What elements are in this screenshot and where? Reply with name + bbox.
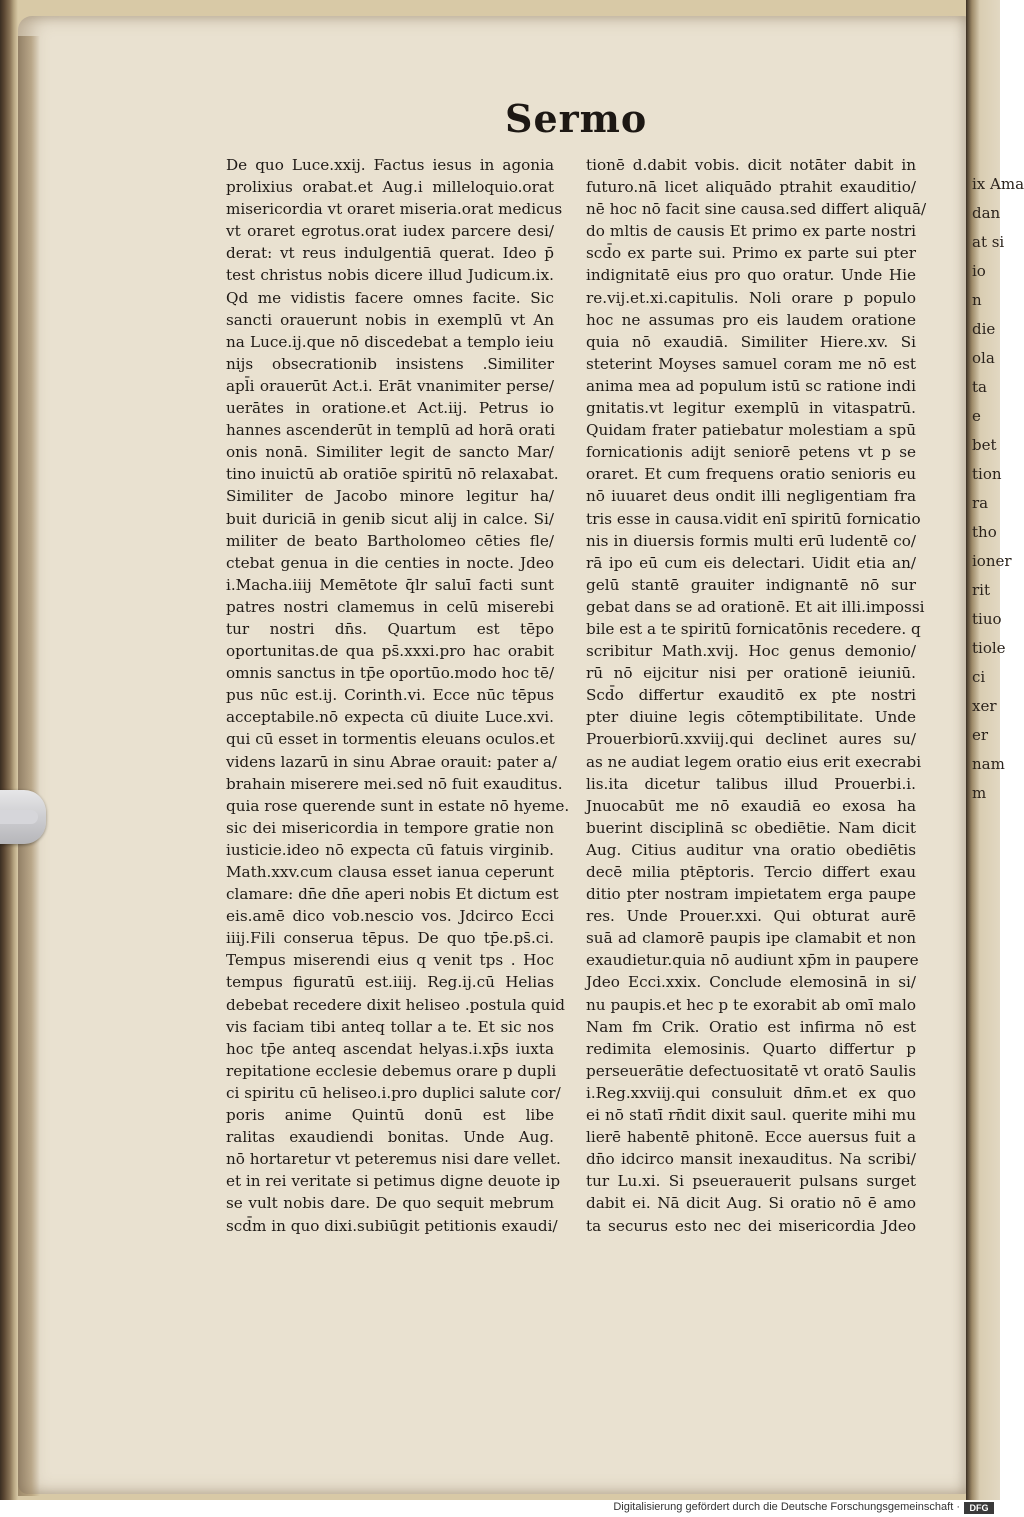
facing-page-fragment: nam — [972, 755, 1005, 773]
text-line: nō iuuaret deus ondit illi negligentiam fra — [586, 487, 916, 506]
page-gutter-shadow — [18, 36, 40, 1496]
text-line: do mltis de causis Et primo ex parte nostri — [586, 222, 916, 241]
text-line: nijs obsecrationib insistens .Similiter — [226, 354, 554, 373]
text-line: ctebat genua in die centies in nocte. Jdeo — [226, 553, 554, 572]
text-line: redimita elemosinis. Quarto differtur p — [586, 1039, 916, 1058]
right-text-column — [586, 154, 927, 1237]
text-line: debebat recedere dixit heliseo .postula quid — [226, 995, 566, 1014]
facing-page-fragment: ra — [972, 494, 989, 512]
text-line: et in rei veritate si petimus digne deuote ip — [226, 1172, 561, 1191]
text-line: brahain miserere mei.sed nō fuit exauditus. — [226, 774, 563, 793]
facing-page-fragment: ix Ama — [972, 175, 1024, 193]
text-line: patres nostri clamemus in celū miserebi — [226, 597, 554, 616]
text-line: steterint Moyses samuel coram me nō est — [586, 354, 916, 373]
text-line: gelū stantē grauiter indignantē nō sur — [586, 575, 916, 594]
text-line: perseuerātie defectuositatē vt oratō Saulis — [586, 1061, 916, 1080]
text-line: dn̄o idcirco mansit inexauditus. Na scribi/ — [586, 1150, 916, 1169]
text-line: iusticie.ideo nō expecta cū fatuis virginib. — [226, 840, 554, 859]
text-line: oraret. Et cum frequens oratio senioris eu — [586, 465, 916, 484]
text-line: quia nō exaudiā. Similiter Hiere.xv. Si — [586, 332, 916, 351]
facing-page-fragment: ola — [972, 349, 995, 367]
text-line: tempus figuratū est.iiij. Reg.ij.cū Helias — [226, 973, 554, 992]
text-line: ditio pter nostram impietatem erga paupe — [586, 885, 916, 904]
dfg-logo: DFG — [964, 1502, 994, 1514]
text-line: Similiter de Jacobo minore legitur ha/ — [226, 487, 554, 506]
text-line: futuro.nā licet aliquādo ptrahit exauditio/ — [586, 178, 916, 197]
facing-page-fragment: die — [972, 320, 996, 338]
text-line: eis.amē dico vob.nescio vos. Jdcirco Ecci — [226, 907, 554, 926]
footer-credit: Digitalisierung gefördert durch die Deutsche Forschungsgemeinschaft · — [613, 1501, 960, 1513]
facing-page-fragment: rit — [972, 581, 990, 599]
text-line: pus nūc est.ij. Corinth.vi. Ecce nūc tēpus — [226, 686, 554, 705]
text-line: lierē habentē phitonē. Ecce auersus fuit a — [586, 1128, 916, 1147]
text-line: Nam fm Crik. Oratio est infirma nō est — [586, 1017, 916, 1036]
text-line: De quo Luce.xxij. Factus iesus in agonia — [226, 156, 554, 174]
page-heading: Sermo — [505, 96, 648, 141]
facing-page-fragment: ci — [972, 668, 986, 686]
text-line: rū nō eijcitur nisi per orationē ieiuniū. — [586, 664, 916, 683]
text-line: quia rose querende sunt in estate nō hyeme. — [226, 796, 570, 815]
facing-page-fragment: er — [972, 726, 989, 744]
text-line: Jdeo Ecci.xxix. Conclude elemosinā in si/ — [586, 973, 916, 992]
text-line: Prouerbiorū.xxviij.qui declinet aures su/ — [586, 730, 916, 749]
text-line: gebat dans se ad orationē. Et ait illi.impossi — [586, 597, 925, 616]
text-line: acceptabile.nō expecta cū diuite Luce.xvi. — [226, 708, 554, 727]
text-line: hoc tp̄e anteq ascendat helyas.i.xp̄s iuxta — [226, 1039, 554, 1058]
text-line: Tempus miserendi eius q venit tps . Hoc — [226, 951, 554, 970]
text-line: nis in diuersis formis multi erū ludentē co/ — [586, 531, 916, 550]
facing-page-fragment: io — [972, 262, 986, 280]
text-line: vt oraret egrotus.orat iudex parcere desi/ — [226, 222, 554, 241]
text-line: rā ipo eū cum eis delectari. Uidit etia an/ — [586, 553, 916, 572]
facing-page-fragment: n — [972, 291, 982, 309]
text-line: Qd me vidistis facere omnes facite. Sic — [226, 288, 554, 307]
text-line: repitatione ecclesie debemus orare p dupli — [226, 1061, 557, 1080]
text-line: Math.xxv.cum clausa esset ianua ceperunt — [226, 863, 554, 881]
text-line: scribitur Math.xvij. Hoc genus demonio/ — [586, 642, 916, 661]
facing-page-fragment: xer — [972, 697, 997, 715]
text-line: sic dei misericordia in tempore gratie non — [226, 818, 554, 837]
text-line: vis faciam tibi anteq tollar a te. Et sic nos — [226, 1017, 554, 1036]
text-line: nu paupis.et hec p te exorabit ab omī malo — [586, 995, 916, 1014]
facing-page-fragment: dan — [972, 204, 1001, 222]
text-line: poris anime Quintū donū est libe — [226, 1106, 554, 1125]
text-line: videns lazarū in sinu Abrae orauit: pater a/ — [226, 752, 557, 771]
facing-page-text-fragments — [972, 170, 1024, 808]
text-line: i.Macha.iiij Memētote q̄lr saluī facti sunt — [226, 575, 554, 594]
text-line: militer de beato Bartholomeo cēties fle/ — [226, 531, 554, 550]
text-line: indignitatē eius pro quo oratur. Unde Hie — [586, 266, 916, 285]
text-line: exaudietur.quia nō audiunt xp̄m in paupere — [586, 951, 919, 970]
facing-page-fragment: m — [972, 784, 987, 802]
text-line: Aug. Citius auditur vna oratio obediētis — [586, 840, 916, 859]
text-line: nō hortaretur vt peteremus nisi dare vellet. — [226, 1150, 561, 1169]
text-line: ralitas exaudiendi bonitas. Unde Aug. — [226, 1128, 554, 1147]
facing-page-fragment: ta — [972, 378, 987, 396]
text-line: test christus nobis dicere illud Judicum.ix. — [226, 266, 554, 285]
text-line: ta securus esto nec dei misericordia Jdeo — [586, 1216, 916, 1235]
facing-page-fragment: tiuo — [972, 610, 1002, 628]
text-line: se vult nobis dare. De quo sequit mebrum — [226, 1194, 554, 1213]
text-line: res. Unde Prouer.xxi. Qui obturat aurē — [586, 907, 916, 926]
text-line: i.Reg.xxviij.qui consuluit dn̄m.et ex quo — [586, 1083, 916, 1102]
text-line: buit duriciā in genib sicut alij in calce. Si/ — [226, 509, 554, 528]
text-line: bile est a te spiritū fornicatōnis recedere. q — [586, 619, 921, 638]
facing-page-fragment: bet — [972, 436, 997, 454]
text-line: decē milia ptēptoris. Tercio differt exau — [586, 863, 916, 881]
facing-page-fragment: ioner — [972, 552, 1012, 570]
text-line: qui cū esset in tormentis eleuans oculos.et — [226, 730, 555, 749]
facing-page-fragment: tho — [972, 523, 997, 541]
facing-page-fragment: at si — [972, 233, 1005, 251]
text-line: fornicationis adijt seniorē petens vt p se — [586, 443, 916, 462]
text-line: anima mea ad populum istū sc ratione indi — [586, 376, 916, 395]
text-line: pter diuine legis cōtemptibilitate. Unde — [586, 708, 916, 727]
text-line: re.vij.et.xi.capitulis. Noli orare p populo — [586, 288, 916, 307]
facing-page-fragment: tiole — [972, 639, 1006, 657]
text-line: clamare: dn̄e dn̄e aperi nobis Et dictum est — [226, 885, 559, 904]
text-line: ci spiritu cū heliseo.i.pro duplici salute cor/ — [226, 1083, 561, 1102]
text-line: tris esse in causa.vidit enī spiritū fornicatio — [586, 509, 921, 528]
text-line: omnis sanctus in tp̄e oportūo.modo hoc tē/ — [226, 664, 555, 683]
text-line: gnitatis.vt legitur exemplū in vitaspatrū. — [586, 399, 916, 418]
text-line: hannes ascenderūt in templū ad horā orati — [226, 421, 556, 440]
text-line: tur Lu.xi. Si pseuerauerit pulsans surget — [586, 1172, 916, 1191]
text-line: onis nonā. Similiter legit de sancto Mar/ — [226, 443, 554, 462]
text-line: na Luce.ij.que nō discedebat a templo ieiu — [226, 332, 554, 351]
text-line: scd̄m in quo dixi.subiūgit petitionis exaudi/ — [226, 1216, 558, 1235]
text-line: suā ad clamorē paupis ipe clamabit et non — [586, 929, 916, 948]
text-line: iiij.Fili conserua tēpus. De quo tp̄e.ps̄.ci. — [226, 929, 554, 948]
left-text-column — [226, 154, 570, 1237]
text-line: Quidam frater patiebatur molestiam a spū — [586, 421, 916, 440]
text-line: prolixius orabat.et Aug.i milleloquio.orat — [226, 178, 554, 197]
text-line: lis.ita dicetur talibus illud Prouerbi.i. — [586, 774, 916, 793]
text-line: hoc ne assumas pro eis laudem oratione — [586, 310, 916, 329]
text-line: dabit ei. Nā dicit Aug. Si oratio nō ē amo — [586, 1194, 916, 1213]
text-line: as ne audiat legem oratio eius erit execrabi — [586, 752, 922, 771]
bookmark-clip — [0, 790, 46, 844]
text-line: sancti orauerunt nobis in exemplū vt An — [226, 310, 554, 329]
text-line: tionē d.dabit vobis. dicit notāter dabit in — [586, 156, 916, 174]
text-line: Jnuocabūt me nō exaudiā eo exosa ha — [586, 796, 916, 815]
text-line: tur nostri dn̄s. Quartum est tēpo — [226, 619, 554, 638]
text-line: Scd̄o differtur exauditō ex pte nostri — [586, 686, 916, 705]
text-line: ei nō statī rn̄dit dixit saul. querite mihi mu — [586, 1106, 916, 1125]
text-line: scd̄o ex parte sui. Primo ex parte sui pter — [586, 244, 916, 263]
text-line: oportunitas.de qua ps̄.xxxi.pro hac orabit — [226, 642, 554, 661]
text-line: uerātes in oratione.et Act.iij. Petrus io — [226, 399, 554, 418]
facing-page-fragment: tion — [972, 465, 1002, 483]
text-line: buerint disciplinā sc obediētie. Nam dicit — [586, 818, 916, 837]
text-line: derat: vt reus indulgentiā querat. Ideo p̄ — [226, 244, 554, 263]
facing-page-fragment: e — [972, 407, 981, 425]
text-line: apl̄i orauerūt Act.i. Erāt vnanimiter perse/ — [226, 376, 554, 395]
text-line: tino inuictū ab oratiōe spiritū nō relaxabat. — [226, 465, 559, 484]
text-line: misericordia vt oraret miseria.orat medicus — [226, 200, 563, 219]
text-line: nē hoc nō facit sine causa.sed differt aliquā/ — [586, 200, 927, 219]
